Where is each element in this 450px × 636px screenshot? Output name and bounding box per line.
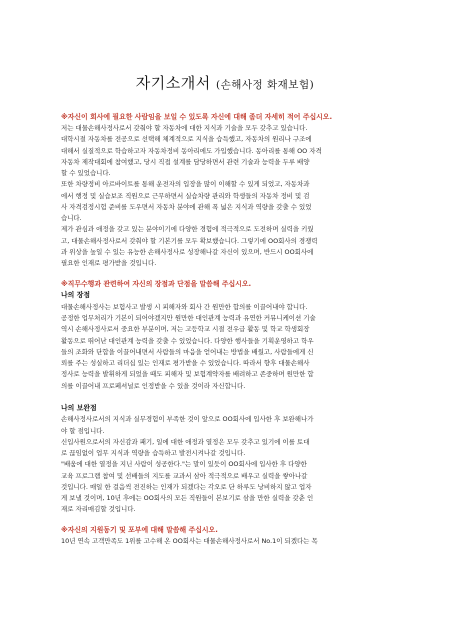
- question-strengths-weaknesses: ※직무수행과 관련하여 자신의 장점과 단점을 말씀해 주십시오.: [61, 280, 252, 289]
- paragraph: 손해사정사로서의 지식과 실무경험이 부족한 것이 앞으로 OO회사에 입사한 후 보완해나가 야 할 점입니다.: [61, 415, 314, 435]
- paragraph: 10년 연속 고객만족도 1위를 고수해 온 OO회사는 대물손해사정사로서 No.1이 되겠다는 목: [61, 536, 318, 545]
- paragraph: 대학시절 자동차를 전공으로 선택해 체계적으로 지식을 습득했고, 자동차의 원리나 구조에 대해서 실질적으로 학습하고자 자동차정비 동아리에도 가입했습니다. 동아리를 통해 OO 자격 자동차 제작대회에 참여했고, 당시 직접 설계를 담당하면서 관련 기술과 능력을 두루 배양 할 수 있었습니다.: [61, 135, 322, 177]
- document-body: [61, 98, 391, 547]
- paragraph: 신입사원으로서의 자신감과 패기, 일에 대한 애정과 열정은 모두 갖추고 있기에 이를 토대 로 끊임없이 업무 지식과 역량을 습득하고 발전시켜나갈 것입니다.: [61, 437, 310, 457]
- question-motivation: ※자신의 지원동기 및 포부에 대해 말씀해 주십시오.: [61, 525, 218, 534]
- paragraph: 제가 관심과 애정을 갖고 있는 분야이기에 다양한 경험에 적극적으로 도전하며 실력을 키웠 고, 대물손해사정사로서 갖춰야 할 기본기를 모두 확보했습니다. 그렇기에 OO회사의 경쟁력 과 위상을 높일 수 있는 유능한 손해사정사로 성장해나갈 자신이 있으며, 반드시 OO회사에 필요한 인재로 평가받을 것입니다.: [61, 225, 318, 267]
- title-subtitle: (손해사정 화재보험): [216, 79, 315, 91]
- document-title: [0, 72, 450, 93]
- paragraph: 대물손해사정사는 보험사고 발생 시 피해자와 회사 간 원만한 합의를 이끌어내야 합니다. 공정한 업무처리가 기본이 되어야겠지만 원만한 대인관계 능력과 유연한 커뮤니케이션 기술 역시 손해사정사로서 중요한 부분이며, 저는 고등학교 시절 전우급 활동 및 학교 학생회장 활동으로 뛰어난 대인관계 능력을 갖출 수 있었습니다. 다양한 행사들을 기획운영하고 학우 들의 조화와 단합을 이끌어내면서 사람들의 마음을 얻어내는 방법을 배웠고, 사람들에게 신 뢰를 주는 성실하고 리더십 있는 인재로 평가받을 수 있었습니다. 따라서 향후 대물손해사 정사로 능력을 발휘하게 되었을 때도 피해자 및 보험계약자를 배려하고 존중하며 원만한 합 의를 이끌어내 프로페셔널로 인정받을 수 있을 것이라 자신합니다.: [61, 302, 316, 390]
- paragraph: 저는 대물손해사정사로서 갖춰야 할 자동차에 대한 지식과 기술을 모두 갖추고 있습니다.: [61, 124, 308, 132]
- paragraph: "배움에 대한 열정을 지닌 사람이 성공한다."는 말이 있듯이 OO회사에 입사한 후 다양한 교육 프로그램 참여 및 선배들의 지도를 교과서 삼아 적극적으로 배우고 실력을 쌓아나갈 것입니다. 매일 한 걸음씩 전진하는 인재가 되겠다는 각오로 단 하루도 낭비하지 않고 업자 게 보낼 것이며, 10년 후에는 OO회사의 모든 직원들이 본보기로 삼을 만한 실력을 갖춘 인 재로 자리매김할 것입니다.: [61, 460, 314, 514]
- subheading-strengths: 나의 장점: [61, 291, 91, 300]
- subheading-weaknesses: 나의 보완점: [61, 403, 97, 412]
- question-self-introduction: ※자신이 회사에 필요한 사람임을 보일 수 있도록 자신에 대해 좀더 자세히 적어 주십시오.: [61, 113, 333, 121]
- title-main: 자기소개서: [135, 74, 211, 92]
- paragraph: 또한 차량정비 아르바이트를 통해 운전자의 입장을 많이 이해할 수 있게 되었고, 자동차과 에서 행정 및 실습보조 직원으로 근무하면서 실습차량 관리와 학생들의 자동차 정비 및 검 사 자격검정시험 준비를 도우면서 자동차 분야에 관해 폭 넓은 지식과 역량을 갖출 수 있었 습니다.: [61, 180, 312, 222]
